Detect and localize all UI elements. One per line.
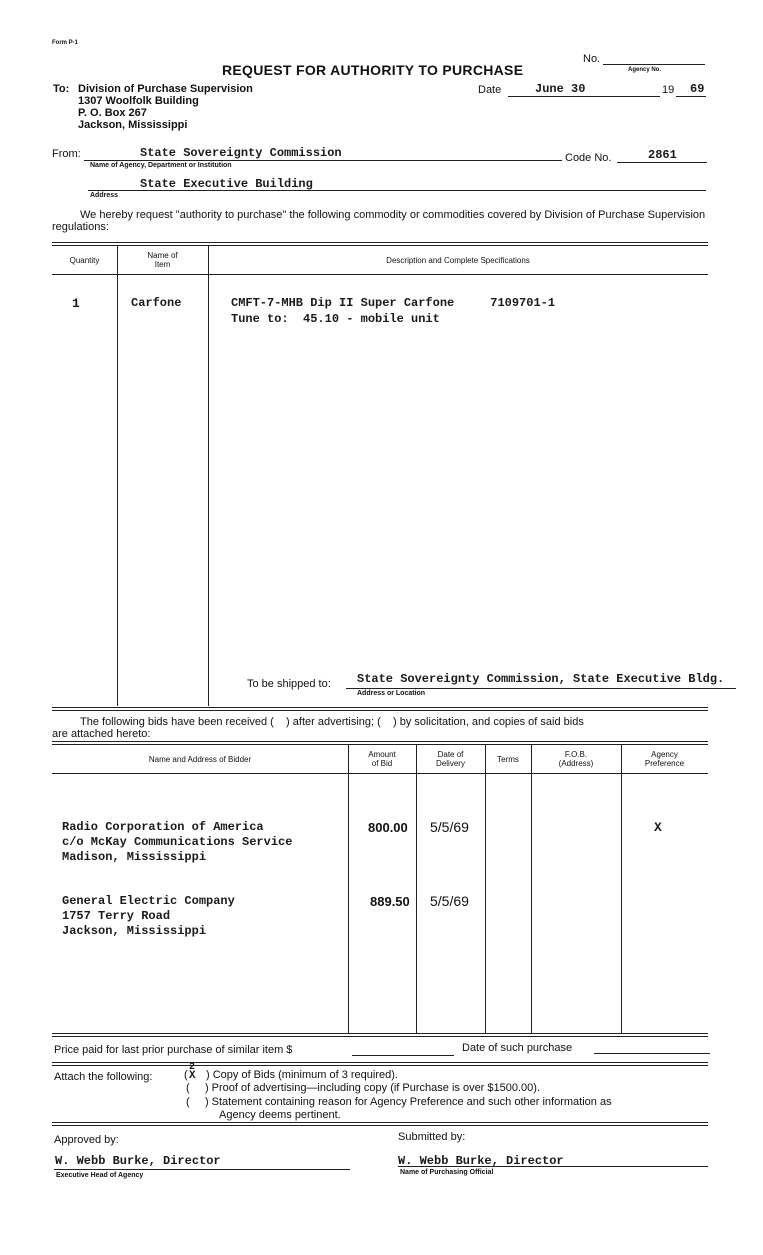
items-table-bottom-rule — [52, 707, 708, 711]
bids-col-divider — [485, 745, 486, 1033]
approved-value: W. Webb Burke, Director — [55, 1154, 221, 1168]
bid-preference: X — [654, 820, 662, 835]
ship-to-value: State Sovereignty Commission, State Executive Bldg. — [357, 672, 725, 686]
attach-rule — [52, 1122, 708, 1126]
form-id: Form P-1 — [52, 40, 79, 46]
attach-paren-open: ( — [184, 1069, 188, 1081]
from-sublabel: Name of Agency, Department or Institution — [90, 162, 232, 169]
no-label: No. — [583, 53, 601, 65]
name-header: Name of — [147, 251, 178, 260]
submitted-line — [398, 1166, 708, 1167]
price-paid-line — [352, 1055, 454, 1056]
statement-text: ( ) Statement containing reason for Agency Preference and such other information as — [186, 1096, 612, 1108]
address-label: Address — [90, 192, 119, 199]
bids-text: The following bids have been received ( ) after advertising; ( ) by solicitation, and copies of said bids — [80, 716, 584, 728]
bids-text: are attached hereto: — [52, 728, 151, 740]
date-year: 69 — [690, 82, 705, 96]
proof-advertising-text: ( ) Proof of advertising—including copy (if Purchase is over $1500.00). — [186, 1082, 541, 1094]
date-line — [508, 96, 660, 97]
from-line — [84, 160, 562, 161]
to-label: To: — [53, 83, 70, 95]
items-col-divider — [208, 246, 209, 706]
bidder-address: Madison, Mississippi — [62, 850, 207, 864]
bids-table-top-rule — [52, 741, 708, 745]
bidder-address: c/o McKay Communications Service — [62, 835, 293, 849]
copy-bids-mark-top: 2 — [189, 1062, 196, 1073]
item-description: CMFT-7-MHB Dip II Super Carfone 7109701-1 — [231, 296, 556, 310]
fob-header: (Address) — [558, 759, 594, 768]
bids-table-bottom-rule — [52, 1033, 708, 1037]
bidder-address: 1757 Terry Road — [62, 909, 171, 923]
agency-no-label: Agency No. — [628, 67, 662, 73]
amount-header: Amount — [368, 750, 396, 759]
terms-header: Terms — [497, 755, 519, 764]
bidder-address: Jackson, Mississippi — [62, 924, 207, 938]
to-address-line: Division of Purchase Supervision — [78, 83, 253, 95]
bidder-name: General Electric Company — [62, 894, 235, 908]
from-label: From: — [52, 148, 81, 160]
page-title: REQUEST FOR AUTHORITY TO PURCHASE — [222, 62, 524, 78]
items-header-rule — [52, 274, 708, 275]
from-value: State Sovereignty Commission — [140, 146, 342, 160]
to-address-line: Jackson, Mississippi — [78, 119, 188, 131]
bidder-name: Radio Corporation of America — [62, 820, 264, 834]
items-col-divider — [117, 246, 118, 706]
bids-col-divider — [348, 745, 349, 1033]
date-of-purchase-line — [594, 1053, 710, 1054]
ship-to-label: To be shipped to: — [247, 678, 331, 690]
item-description: Tune to: 45.10 - mobile unit — [231, 312, 440, 326]
bids-col-divider — [531, 745, 532, 1033]
year-line — [676, 96, 706, 97]
name-header: Item — [154, 260, 171, 269]
items-table-top-rule — [52, 242, 708, 246]
bidder-header: Name and Address of Bidder — [148, 755, 252, 764]
bid-delivery: 5/5/69 — [430, 819, 469, 835]
submitted-sublabel: Name of Purchasing Official — [400, 1169, 494, 1176]
approved-sublabel: Executive Head of Agency — [56, 1172, 144, 1179]
to-address-line: 1307 Woolfolk Building — [78, 95, 199, 107]
date-of-purchase-label: Date of such purchase — [462, 1042, 573, 1054]
date-month-day: June 30 — [535, 82, 586, 96]
fob-header: F.O.B. — [564, 750, 588, 759]
submitted-value: W. Webb Burke, Director — [398, 1154, 564, 1168]
bid-amount: 800.00 — [368, 820, 408, 835]
bids-col-divider — [621, 745, 622, 1033]
approved-label: Approved by: — [54, 1134, 119, 1146]
preference-header: Preference — [644, 759, 685, 768]
copy-bids-mark: X — [189, 1070, 196, 1082]
bids-col-divider — [416, 745, 417, 1033]
no-line — [603, 64, 705, 65]
date-label: Date — [478, 84, 502, 96]
submitted-label: Submitted by: — [398, 1131, 466, 1143]
ship-to-line — [346, 688, 736, 689]
quantity-header: Quantity — [69, 256, 100, 265]
date-year-prefix: 19 — [662, 84, 675, 96]
delivery-header: Date of — [437, 750, 464, 759]
delivery-header: Delivery — [436, 759, 465, 768]
item-quantity: 1 — [72, 296, 80, 311]
address-value: State Executive Building — [140, 177, 313, 191]
code-no-label: Code No. — [565, 152, 612, 164]
price-paid-label: Price paid for last prior purchase of similar item $ — [54, 1044, 293, 1056]
bid-delivery: 5/5/69 — [430, 893, 469, 909]
to-address-line: P. O. Box 267 — [78, 107, 147, 119]
attach-label: Attach the following: — [54, 1071, 153, 1083]
price-rule — [52, 1062, 708, 1066]
bids-header-rule — [52, 773, 708, 774]
item-name: Carfone — [131, 296, 182, 310]
amount-header: of Bid — [371, 759, 393, 768]
code-no-value: 2861 — [648, 148, 677, 162]
preference-header: Agency — [651, 750, 678, 759]
copy-bids-text: ) Copy of Bids (minimum of 3 required). — [206, 1069, 398, 1081]
request-text: We hereby request "authority to purchase" the following commodity or commodities covered by Division of Purchase Supervision regulations: — [52, 209, 706, 233]
approved-line — [54, 1169, 350, 1170]
bid-amount: 889.50 — [370, 894, 410, 909]
ship-to-sublabel: Address or Location — [357, 690, 426, 697]
code-no-line — [617, 162, 707, 163]
description-header: Description and Complete Specifications — [386, 256, 530, 265]
statement-text: Agency deems pertinent. — [219, 1109, 341, 1121]
